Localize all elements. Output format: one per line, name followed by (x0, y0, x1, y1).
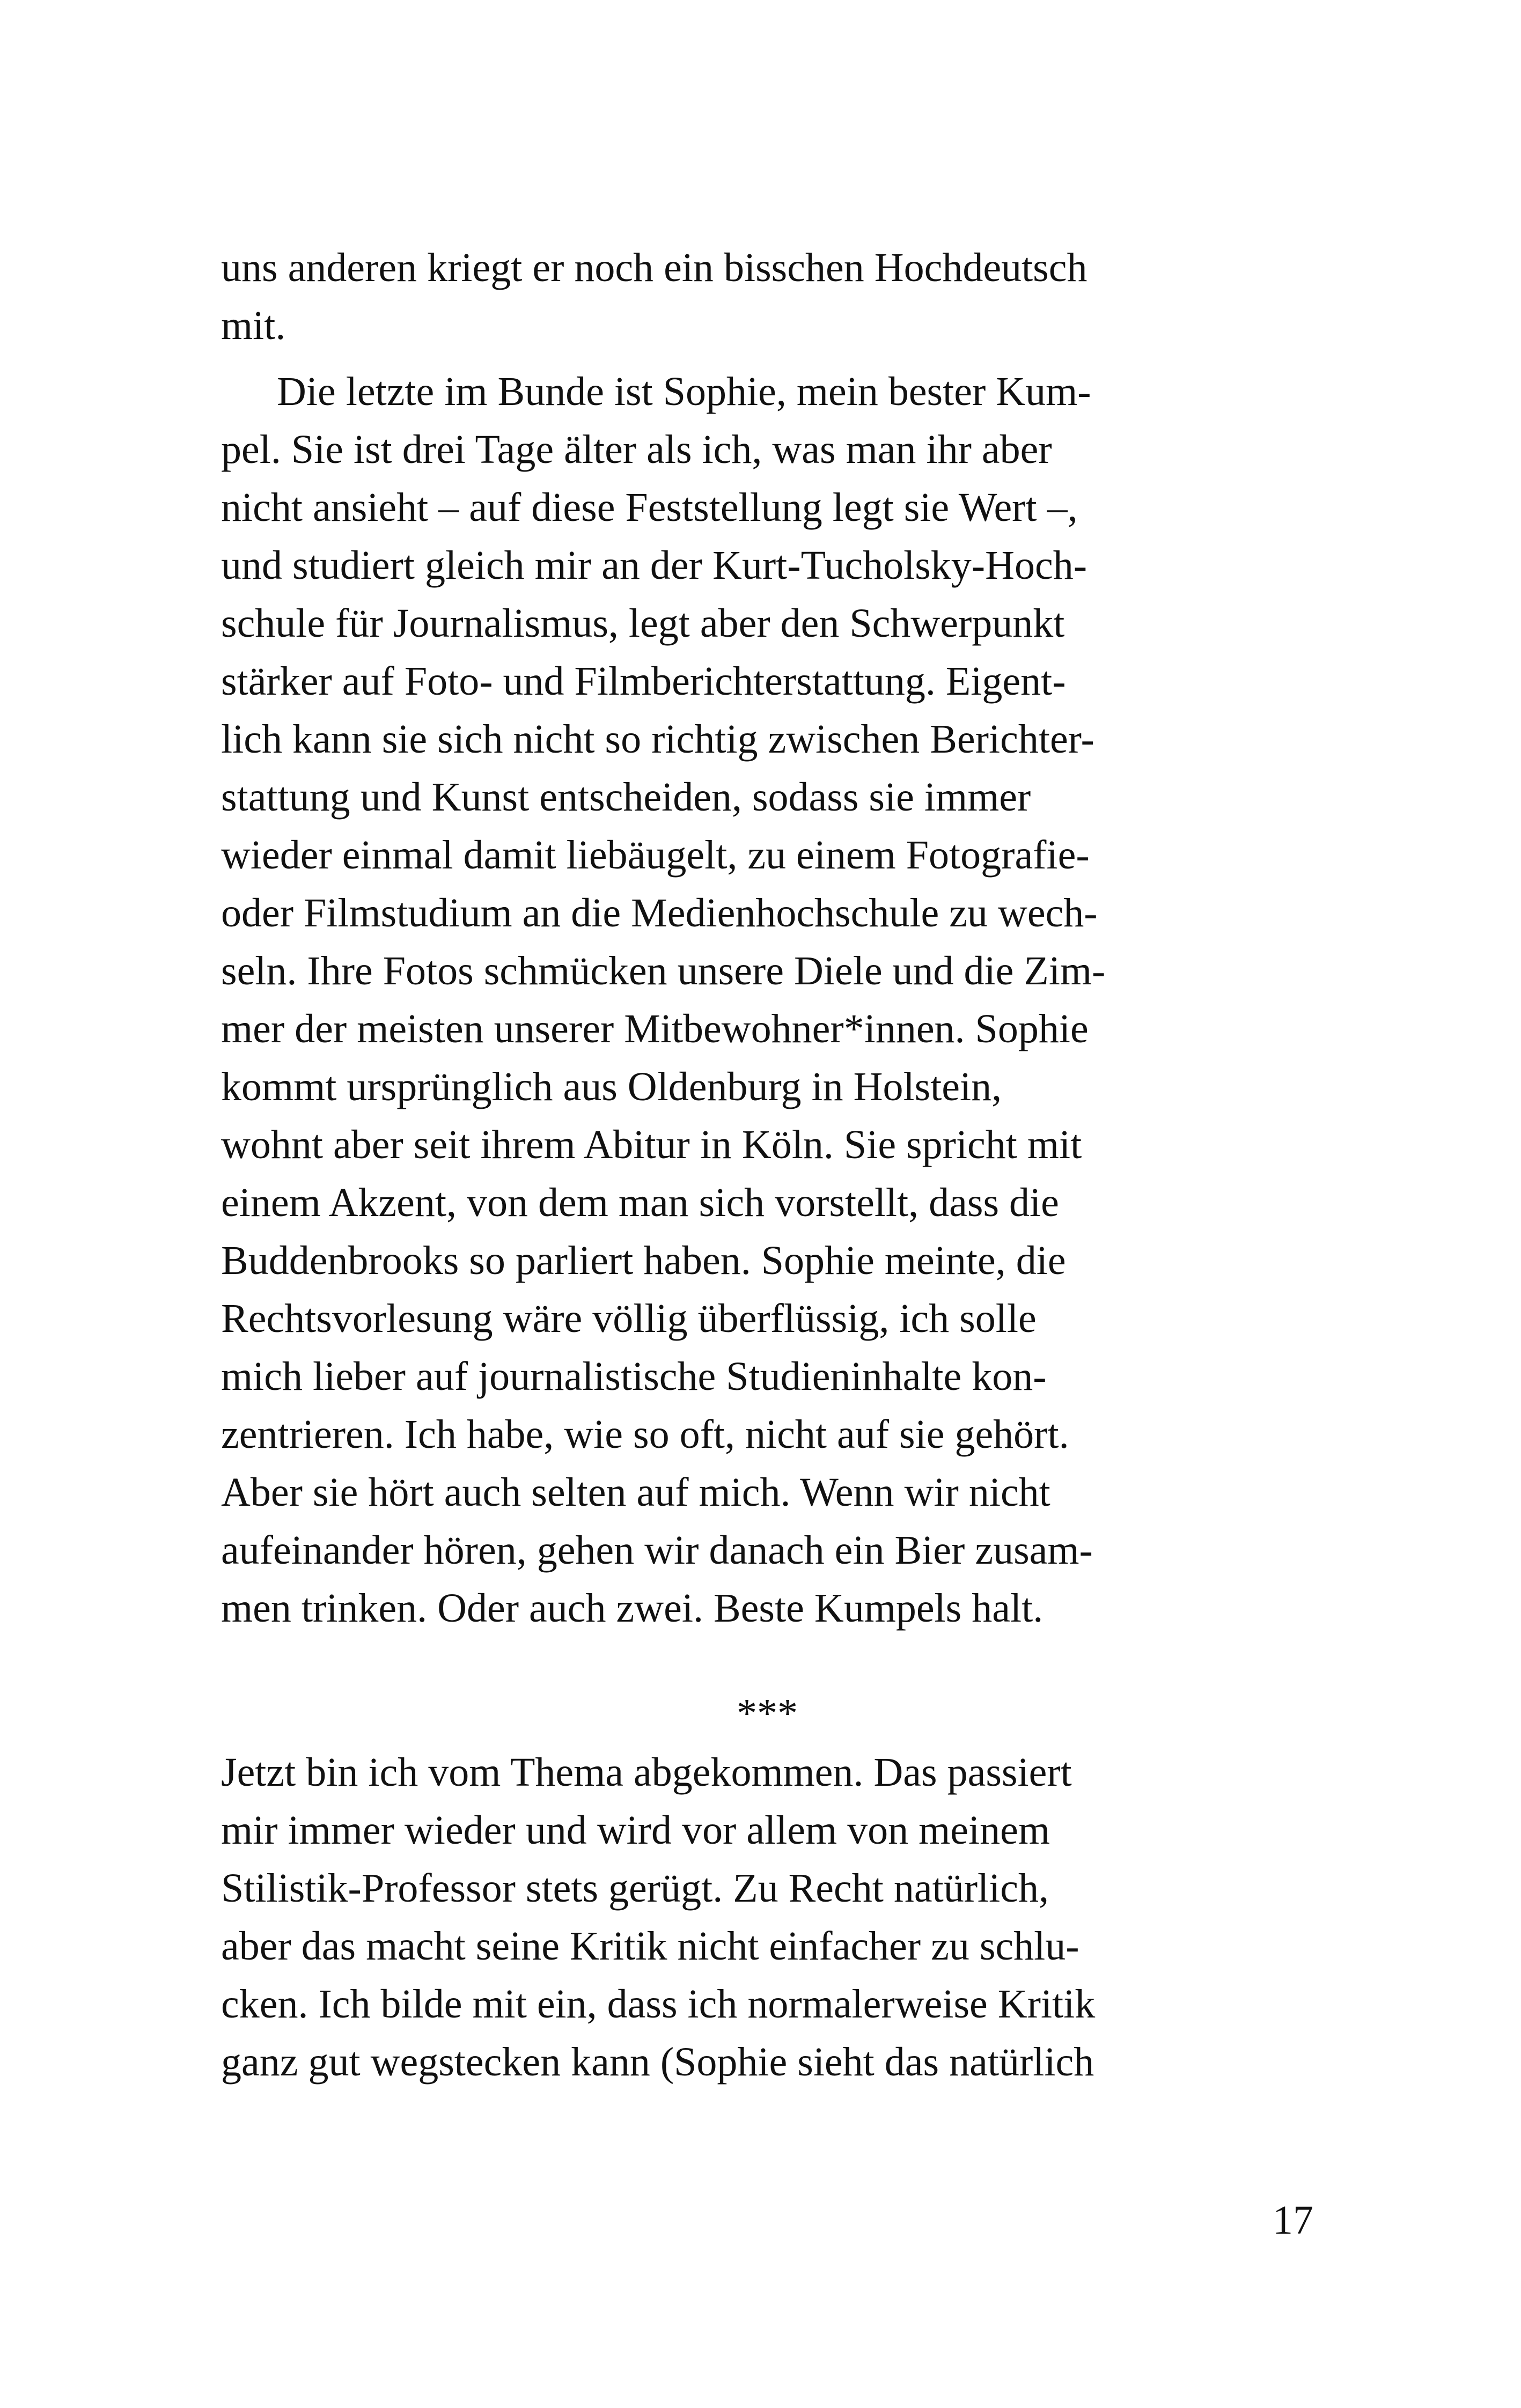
text-line: nicht ansieht – auf diese Feststellung legt sie Wert –, (221, 485, 1078, 530)
text-line: Die letzte im Bunde ist Sophie, mein bester Kum- (277, 369, 1091, 414)
text-line: stärker auf Foto- und Filmberichterstattung. Eigent- (221, 659, 1066, 704)
text-line: pel. Sie ist drei Tage älter als ich, was man ihr aber (221, 427, 1052, 472)
text-line: zentrieren. Ich habe, wie so oft, nicht auf sie gehört. (221, 1412, 1069, 1457)
text-line: wohnt aber seit ihrem Abitur in Köln. Sie spricht mit (221, 1122, 1082, 1167)
section-separator: *** (737, 1691, 798, 1736)
text-line: mir immer wieder und wird vor allem von meinem (221, 1808, 1050, 1853)
text-line: Rechtsvorlesung wäre völlig überflüssig, ich solle (221, 1296, 1037, 1341)
text-line: einem Akzent, von dem man sich vorstellt, dass die (221, 1180, 1059, 1225)
text-line: ganz gut wegstecken kann (Sophie sieht das natürlich (221, 2039, 1094, 2085)
text-line: schule für Journalismus, legt aber den Schwerpunkt (221, 601, 1065, 646)
sophie-paragraph (221, 363, 1313, 1637)
text-line: Aber sie hört auch selten auf mich. Wenn wir nicht (221, 1470, 1050, 1515)
text-line: uns anderen kriegt er noch ein bisschen Hochdeutsch (221, 245, 1088, 290)
text-line: Jetzt bin ich vom Thema abgekommen. Das passiert (221, 1750, 1072, 1795)
text-line: oder Filmstudium an die Medienhochschule zu wech- (221, 890, 1098, 936)
text-line: und studiert gleich mir an der Kurt-Tucholsky-Hoch- (221, 543, 1087, 588)
new-section-paragraph (221, 1743, 1313, 2091)
text-line: cken. Ich bilde mit ein, dass ich normalerweise Kritik (221, 1982, 1096, 2027)
text-line: mich lieber auf journalistische Studieninhalte kon- (221, 1354, 1047, 1399)
continuation-paragraph (221, 239, 1313, 355)
text-line: aber das macht seine Kritik nicht einfacher zu schlu- (221, 1924, 1079, 1969)
text-line: seln. Ihre Fotos schmücken unsere Diele und die Zim- (221, 948, 1106, 993)
text-line: aufeinander hören, gehen wir danach ein Bier zusam- (221, 1528, 1093, 1573)
text-line: men trinken. Oder auch zwei. Beste Kumpels halt. (221, 1586, 1044, 1631)
text-line: stattung und Kunst entscheiden, sodass sie immer (221, 775, 1031, 820)
text-line: mit. (221, 303, 286, 348)
text-line: kommt ursprünglich aus Oldenburg in Holstein, (221, 1064, 1002, 1109)
text-line: Stilistik-Professor stets gerügt. Zu Recht natürlich, (221, 1866, 1049, 1911)
text-line: mer der meisten unserer Mitbewohner*innen. Sophie (221, 1006, 1089, 1051)
text-line: Buddenbrooks so parliert haben. Sophie meinte, die (221, 1238, 1066, 1283)
page-number: 17 (1273, 2198, 1313, 2243)
text-line: wieder einmal damit liebäugelt, zu einem Fotografie- (221, 833, 1090, 878)
text-line: lich kann sie sich nicht so richtig zwischen Berichter- (221, 717, 1094, 762)
